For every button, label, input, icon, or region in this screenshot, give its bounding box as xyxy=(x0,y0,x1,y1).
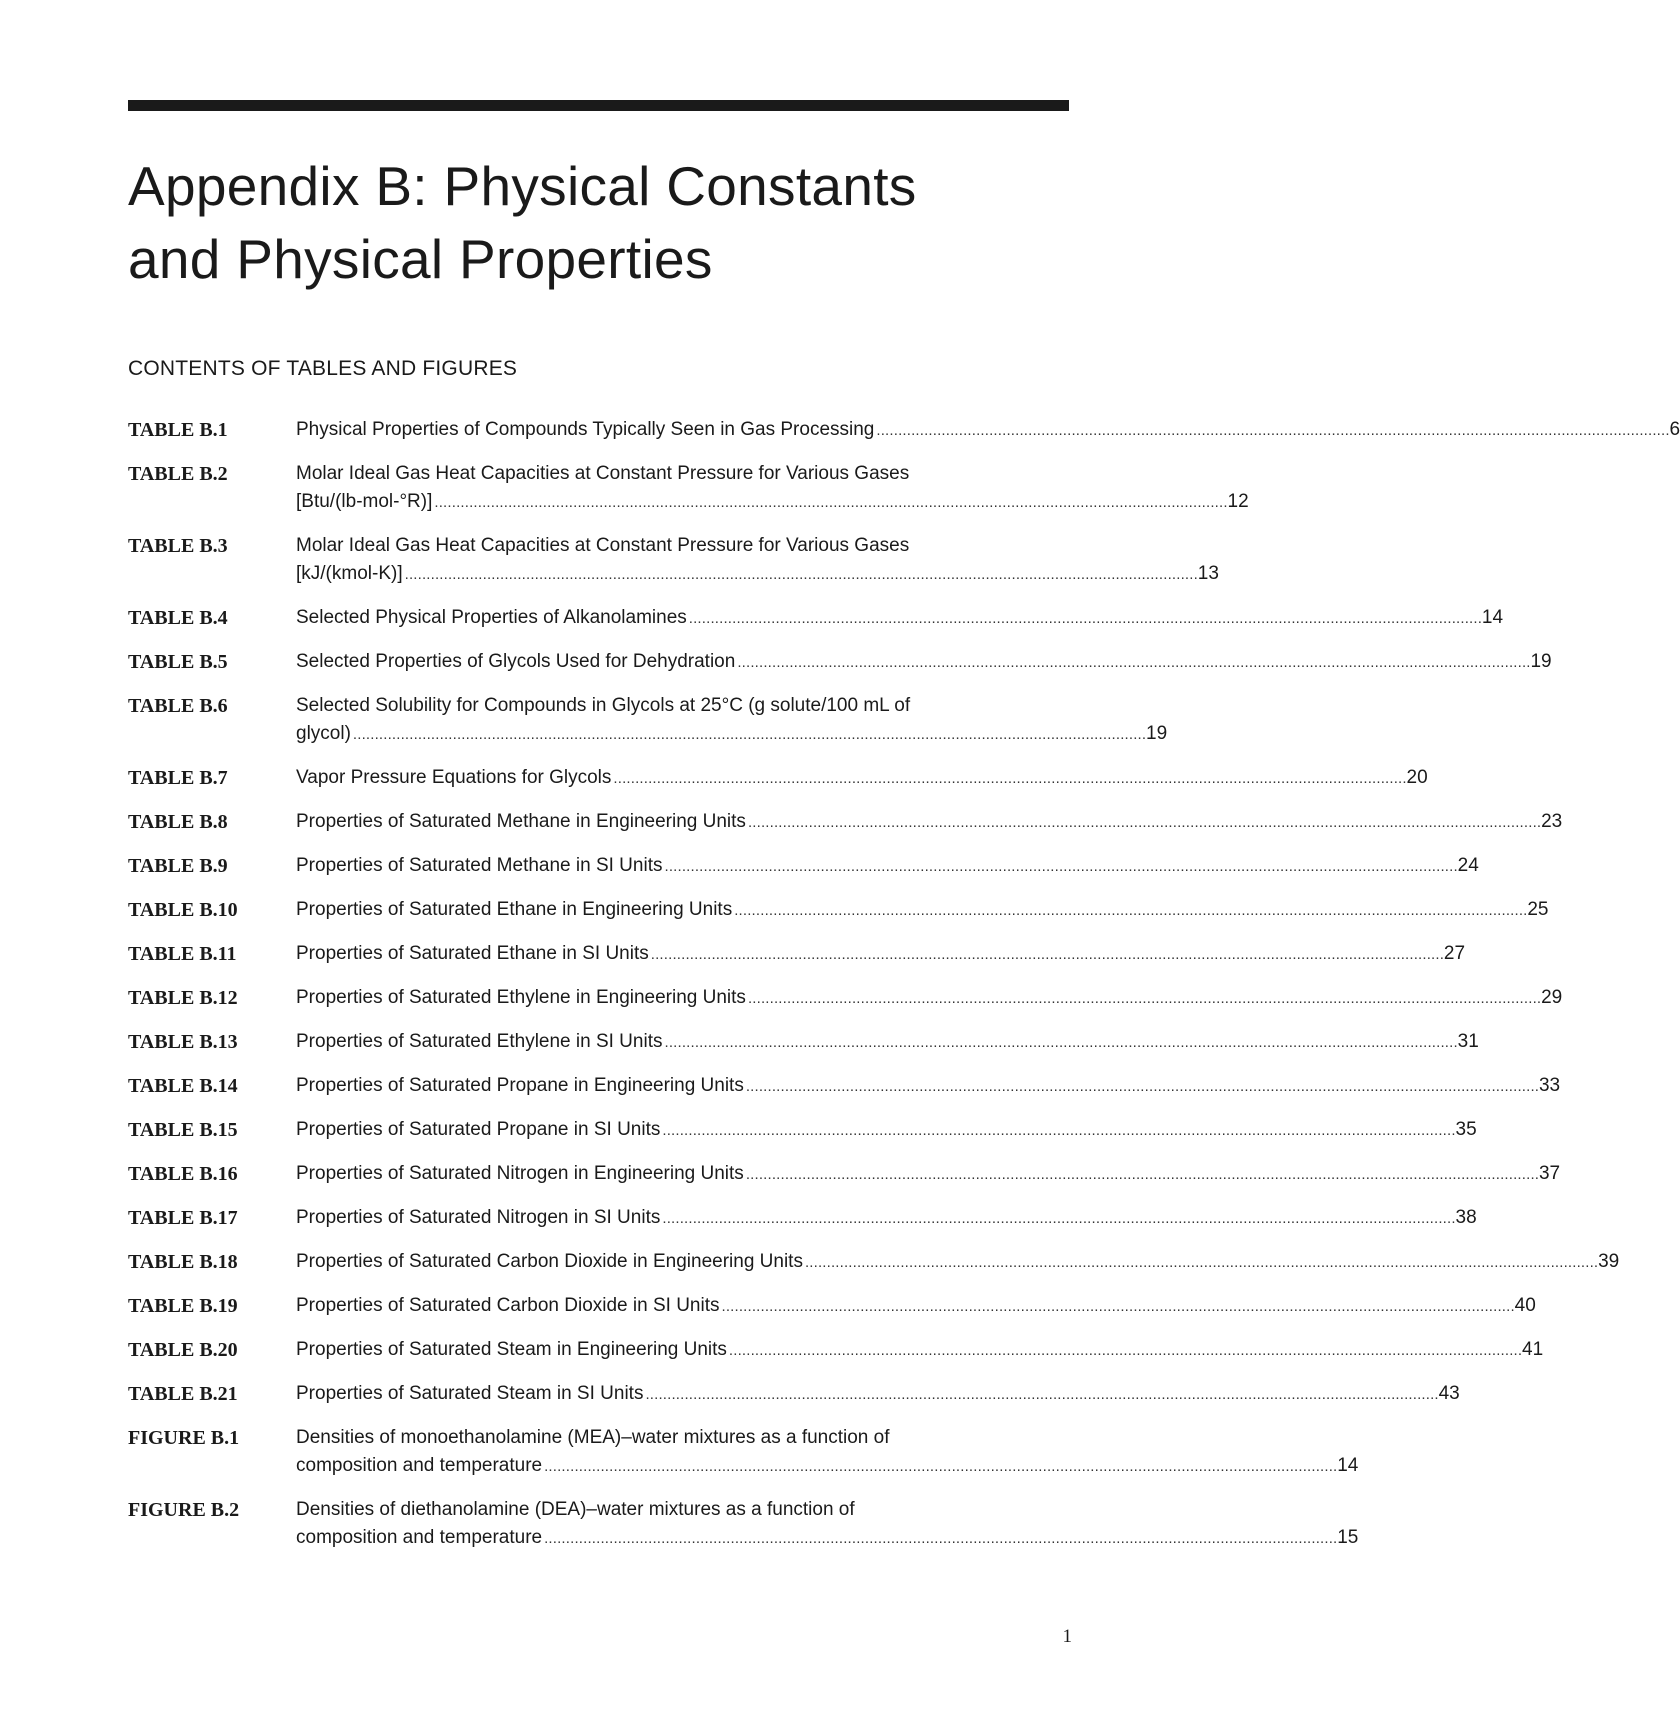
toc-entry-title: Properties of Saturated Steam in Engineering Units xyxy=(296,1339,727,1360)
toc-entry-label: TABLE B.19 xyxy=(128,1295,238,1317)
toc-entry-final-line xyxy=(296,1524,1359,1553)
toc-entry[interactable] xyxy=(128,1028,1479,1057)
toc-entry[interactable] xyxy=(128,984,1563,1013)
toc-entry-title: Selected Physical Properties of Alkanolamines xyxy=(296,607,687,628)
toc-entry-label: TABLE B.20 xyxy=(128,1339,238,1361)
toc-entry-final-line xyxy=(296,1336,1544,1365)
toc-entry-description xyxy=(296,648,1552,677)
dot-leader xyxy=(651,940,1442,969)
dot-leader xyxy=(434,488,1225,517)
toc-entry-title: glycol) xyxy=(296,723,351,744)
toc-entry-title-line: Molar Ideal Gas Heat Capacities at Constant Pressure for Various Gases xyxy=(296,463,910,484)
toc-entry[interactable] xyxy=(128,532,1219,589)
toc-entry-label: TABLE B.17 xyxy=(128,1207,238,1229)
dot-leader xyxy=(805,1248,1596,1277)
toc-entry-title: composition and temperature xyxy=(296,1455,543,1476)
toc-entry-page: 27 xyxy=(1443,943,1466,964)
toc-entry[interactable] xyxy=(128,852,1479,881)
toc-entry[interactable] xyxy=(128,1336,1544,1365)
toc-entry-page: 37 xyxy=(1538,1163,1561,1184)
toc-entry-title: Selected Properties of Glycols Used for Dehydration xyxy=(296,651,736,672)
toc-entry-description xyxy=(296,416,1680,445)
toc-entry-title-line: Densities of monoethanolamine (MEA)–water mixtures as a function of xyxy=(296,1427,890,1448)
toc-entry-final-line xyxy=(296,984,1563,1013)
toc-entry-final-line xyxy=(296,720,1168,749)
toc-entry-final-line xyxy=(296,808,1563,837)
toc-entry-title: Properties of Saturated Propane in Engineering Units xyxy=(296,1075,744,1096)
dot-leader xyxy=(664,1028,1455,1057)
contents-heading: CONTENTS OF TABLES AND FIGURES xyxy=(128,357,518,380)
toc-entry[interactable] xyxy=(128,764,1428,793)
toc-entry-page: 40 xyxy=(1514,1295,1536,1316)
dot-leader xyxy=(734,896,1525,925)
toc-entry[interactable] xyxy=(128,940,1466,969)
toc-entry-description xyxy=(296,1336,1544,1365)
dot-leader xyxy=(722,1292,1513,1321)
toc-entry-label: TABLE B.9 xyxy=(128,855,228,877)
toc-entry[interactable] xyxy=(128,692,1168,749)
dot-leader xyxy=(544,1524,1335,1553)
toc-entry-page: 13 xyxy=(1197,563,1219,584)
dot-leader xyxy=(729,1336,1520,1365)
toc-entry-final-line xyxy=(296,1028,1479,1057)
toc-entry-page: 19 xyxy=(1146,723,1168,744)
toc-entry[interactable] xyxy=(128,604,1504,633)
dot-leader xyxy=(645,1380,1436,1409)
toc-entry-page: 41 xyxy=(1522,1339,1544,1360)
toc-entry-title: Properties of Saturated Methane in Engineering Units xyxy=(296,811,746,832)
dot-leader xyxy=(737,648,1528,677)
toc-entry-page: 23 xyxy=(1541,811,1563,832)
toc-entry-title: Properties of Saturated Methane in SI Units xyxy=(296,855,663,876)
toc-entry-description xyxy=(296,1072,1561,1101)
toc-entry-final-line xyxy=(296,1248,1620,1277)
toc-entry[interactable] xyxy=(128,416,1680,445)
toc-entry-title: composition and temperature xyxy=(296,1527,543,1548)
toc-entry-final-line xyxy=(296,764,1428,793)
toc-entry-final-line xyxy=(296,488,1249,517)
toc-entry-label: TABLE B.2 xyxy=(128,463,228,485)
toc-entry-description xyxy=(296,1292,1536,1321)
toc-entry-description xyxy=(296,1248,1620,1277)
toc-entry-title: [Btu/(lb-mol-°R)] xyxy=(296,491,433,512)
toc-entry[interactable] xyxy=(128,1116,1477,1145)
toc-entry-description xyxy=(296,604,1504,633)
toc-entry-description xyxy=(296,808,1563,837)
toc-entry[interactable] xyxy=(128,896,1549,925)
toc-entry[interactable] xyxy=(128,1292,1536,1321)
toc-entry-title: Properties of Saturated Nitrogen in SI Units xyxy=(296,1207,661,1228)
toc-entry[interactable] xyxy=(128,1160,1561,1189)
toc-entry-title-line: Molar Ideal Gas Heat Capacities at Constant Pressure for Various Gases xyxy=(296,535,910,556)
toc-entry[interactable] xyxy=(128,1496,1359,1553)
toc-entry-page: 14 xyxy=(1481,607,1504,628)
toc-entry-title: Properties of Saturated Ethane in SI Units xyxy=(296,943,649,964)
toc-entry-label: TABLE B.13 xyxy=(128,1031,238,1053)
toc-entry-title-line: Selected Solubility for Compounds in Glycols at 25°C (g solute/100 mL of xyxy=(296,695,911,716)
dot-leader xyxy=(748,984,1539,1013)
toc-entry-final-line xyxy=(296,1116,1477,1145)
toc-entry-page: 15 xyxy=(1337,1527,1359,1548)
toc-entry-description xyxy=(296,852,1479,881)
toc-entry-label: TABLE B.8 xyxy=(128,811,228,833)
toc-entry-description xyxy=(296,1116,1477,1145)
dot-leader xyxy=(664,852,1455,881)
toc-entry-title: Properties of Saturated Ethylene in SI Units xyxy=(296,1031,663,1052)
toc-entry-page: 20 xyxy=(1406,767,1428,788)
toc-entry-description xyxy=(296,1160,1561,1189)
toc-entry-title: [kJ/(kmol-K)] xyxy=(296,563,403,584)
toc-entry-description xyxy=(296,692,1168,749)
toc-entry-page: 31 xyxy=(1457,1031,1479,1052)
toc-entry-label: TABLE B.16 xyxy=(128,1163,238,1185)
toc-entry-final-line xyxy=(296,1380,1460,1409)
toc-entry-page: 24 xyxy=(1457,855,1479,876)
top-rule xyxy=(128,100,1069,111)
toc-entry-final-line xyxy=(296,896,1549,925)
toc-entry-description xyxy=(296,984,1563,1013)
toc-entry-page: 12 xyxy=(1227,491,1249,512)
toc-entry-title-line: Densities of diethanolamine (DEA)–water mixtures as a function of xyxy=(296,1499,855,1520)
toc-entry-label: TABLE B.12 xyxy=(128,987,238,1009)
toc-entry-label: TABLE B.1 xyxy=(128,419,228,441)
toc-entry-final-line xyxy=(296,940,1466,969)
toc-entry-description xyxy=(296,1496,1359,1553)
toc-entry-page: 39 xyxy=(1598,1251,1620,1272)
dot-leader xyxy=(746,1160,1537,1189)
toc-entry-title: Properties of Saturated Carbon Dioxide in Engineering Units xyxy=(296,1251,803,1272)
toc-entry-page: 35 xyxy=(1455,1119,1477,1140)
toc-entry-description xyxy=(296,1424,1359,1481)
dot-leader xyxy=(746,1072,1537,1101)
toc-entry-label: FIGURE B.1 xyxy=(128,1427,240,1449)
toc-entry-description xyxy=(296,460,1249,517)
toc-entry-label: TABLE B.5 xyxy=(128,651,228,673)
toc-entry-page: 43 xyxy=(1438,1383,1460,1404)
toc-entry[interactable] xyxy=(128,648,1552,677)
dot-leader xyxy=(613,764,1404,793)
toc-entry-final-line xyxy=(296,560,1219,589)
table-of-contents xyxy=(128,416,1680,1568)
toc-entry-title: Vapor Pressure Equations for Glycols xyxy=(296,767,612,788)
toc-entry-description xyxy=(296,896,1549,925)
toc-entry-label: TABLE B.4 xyxy=(128,607,228,629)
dot-leader xyxy=(544,1452,1335,1481)
toc-entry-label: FIGURE B.2 xyxy=(128,1499,240,1521)
toc-entry-label: TABLE B.21 xyxy=(128,1383,238,1405)
toc-entry[interactable] xyxy=(128,1204,1477,1233)
toc-entry-title: Properties of Saturated Nitrogen in Engineering Units xyxy=(296,1163,744,1184)
page-number: 1 xyxy=(1062,1626,1072,1647)
toc-entry-label: TABLE B.10 xyxy=(128,899,238,921)
toc-entry[interactable] xyxy=(128,460,1249,517)
toc-entry-final-line xyxy=(296,648,1552,677)
toc-entry-title: Properties of Saturated Propane in SI Units xyxy=(296,1119,661,1140)
dot-leader xyxy=(662,1204,1453,1233)
title-line-1: Appendix B: Physical Constants xyxy=(128,155,917,217)
toc-entry-page: 25 xyxy=(1527,899,1549,920)
dot-leader xyxy=(353,720,1144,749)
toc-entry[interactable] xyxy=(128,1248,1620,1277)
toc-entry-description xyxy=(296,1028,1479,1057)
dot-leader xyxy=(876,416,1667,445)
toc-entry-label: TABLE B.18 xyxy=(128,1251,238,1273)
toc-entry-label: TABLE B.15 xyxy=(128,1119,238,1141)
toc-entry-final-line xyxy=(296,416,1680,445)
toc-entry-page: 38 xyxy=(1455,1207,1477,1228)
toc-entry-description xyxy=(296,764,1428,793)
dot-leader xyxy=(405,560,1196,589)
page-title xyxy=(128,150,1069,296)
toc-entry-page: 14 xyxy=(1337,1455,1359,1476)
toc-entry-label: TABLE B.6 xyxy=(128,695,228,717)
toc-entry-page: 19 xyxy=(1530,651,1552,672)
toc-entry-final-line xyxy=(296,1072,1561,1101)
toc-entry-description xyxy=(296,532,1219,589)
toc-entry-label: TABLE B.7 xyxy=(128,767,228,789)
toc-entry-title: Properties of Saturated Steam in SI Units xyxy=(296,1383,644,1404)
toc-entry-final-line xyxy=(296,1292,1536,1321)
toc-entry-title: Properties of Saturated Carbon Dioxide in SI Units xyxy=(296,1295,720,1316)
dot-leader xyxy=(689,604,1480,633)
toc-entry-label: TABLE B.11 xyxy=(128,943,237,965)
dot-leader xyxy=(748,808,1539,837)
toc-entry-page: 33 xyxy=(1538,1075,1561,1096)
toc-entry-final-line xyxy=(296,852,1479,881)
title-line-2: and Physical Properties xyxy=(128,228,713,290)
toc-entry-label: TABLE B.14 xyxy=(128,1075,238,1097)
toc-entry-title: Properties of Saturated Ethylene in Engineering Units xyxy=(296,987,746,1008)
toc-entry-label: TABLE B.3 xyxy=(128,535,228,557)
toc-entry-final-line xyxy=(296,604,1504,633)
toc-entry-final-line xyxy=(296,1204,1477,1233)
toc-entry[interactable] xyxy=(128,1424,1359,1481)
toc-entry-final-line xyxy=(296,1452,1359,1481)
toc-entry-page: 29 xyxy=(1541,987,1563,1008)
toc-entry-final-line xyxy=(296,1160,1561,1189)
toc-entry-title: Properties of Saturated Ethane in Engineering Units xyxy=(296,899,733,920)
toc-entry-page: 6 xyxy=(1669,419,1680,440)
toc-entry[interactable] xyxy=(128,1380,1460,1409)
toc-entry-description xyxy=(296,940,1466,969)
toc-entry-title: Physical Properties of Compounds Typically Seen in Gas Processing xyxy=(296,419,875,440)
dot-leader xyxy=(662,1116,1453,1145)
toc-entry[interactable] xyxy=(128,1072,1561,1101)
toc-entry[interactable] xyxy=(128,808,1563,837)
toc-entry-description xyxy=(296,1380,1460,1409)
toc-entry-description xyxy=(296,1204,1477,1233)
